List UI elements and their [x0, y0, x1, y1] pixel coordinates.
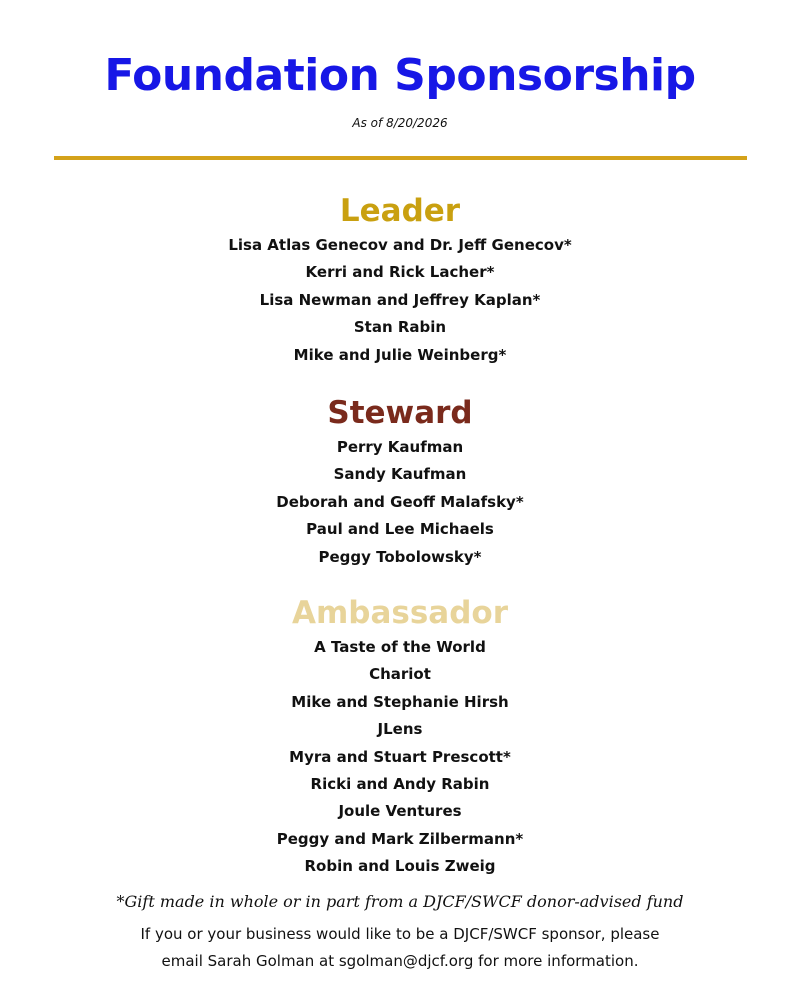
- sponsor-name: JLens: [377, 720, 423, 739]
- sponsor-name: Chariot: [369, 665, 431, 684]
- sponsor-contact-info: [0, 921, 800, 975]
- section-ambassador: [0, 593, 800, 881]
- sponsor-name: Mike and Stephanie Hirsh: [291, 692, 509, 711]
- header-divider: [54, 156, 747, 160]
- sponsor-name: Joule Ventures: [338, 802, 462, 821]
- sponsor-name: Peggy Tobolowsky*: [318, 547, 482, 566]
- section-heading-steward: Steward: [327, 395, 473, 431]
- sponsor-name: Lisa Atlas Genecov and Dr. Jeff Genecov*: [228, 236, 572, 254]
- donor-advised-footnote: *Gift made in whole or in part from a DJCF/SWCF donor-advised fund: [116, 892, 684, 911]
- sponsor-name: Ricki and Andy Rabin: [310, 774, 490, 793]
- section-steward: [0, 393, 800, 571]
- sponsor-name: Myra and Stuart Prescott*: [289, 747, 511, 766]
- sponsor-name: Sandy Kaufman: [333, 465, 467, 484]
- page-title: Foundation Sponsorship: [104, 50, 696, 101]
- sponsor-name: A Taste of the World: [314, 638, 486, 656]
- sponsor-name: Perry Kaufman: [336, 438, 464, 456]
- section-leader: [0, 191, 800, 369]
- contact-line: If you or your business would like to be a DJCF/SWCF sponsor, please: [140, 925, 660, 943]
- sponsor-name: Paul and Lee Michaels: [306, 520, 494, 539]
- sponsor-name: Kerri and Rick Lacher*: [305, 263, 495, 282]
- as-of-date: As of 8/20/2026: [352, 116, 448, 130]
- sponsor-name: Mike and Julie Weinberg*: [293, 345, 507, 364]
- contact-line: email Sarah Golman at sgolman@djcf.org for more information.: [161, 952, 639, 970]
- sponsor-name: Robin and Louis Zweig: [304, 857, 496, 876]
- section-heading-leader: Leader: [339, 193, 461, 229]
- sponsor-name: Stan Rabin: [353, 318, 447, 337]
- sponsor-name: Deborah and Geoff Malafsky*: [276, 492, 524, 511]
- sponsor-name: Lisa Newman and Jeffrey Kaplan*: [259, 290, 541, 309]
- sponsor-name: Peggy and Mark Zilbermann*: [276, 829, 524, 848]
- section-heading-ambassador: Ambassador: [291, 595, 508, 631]
